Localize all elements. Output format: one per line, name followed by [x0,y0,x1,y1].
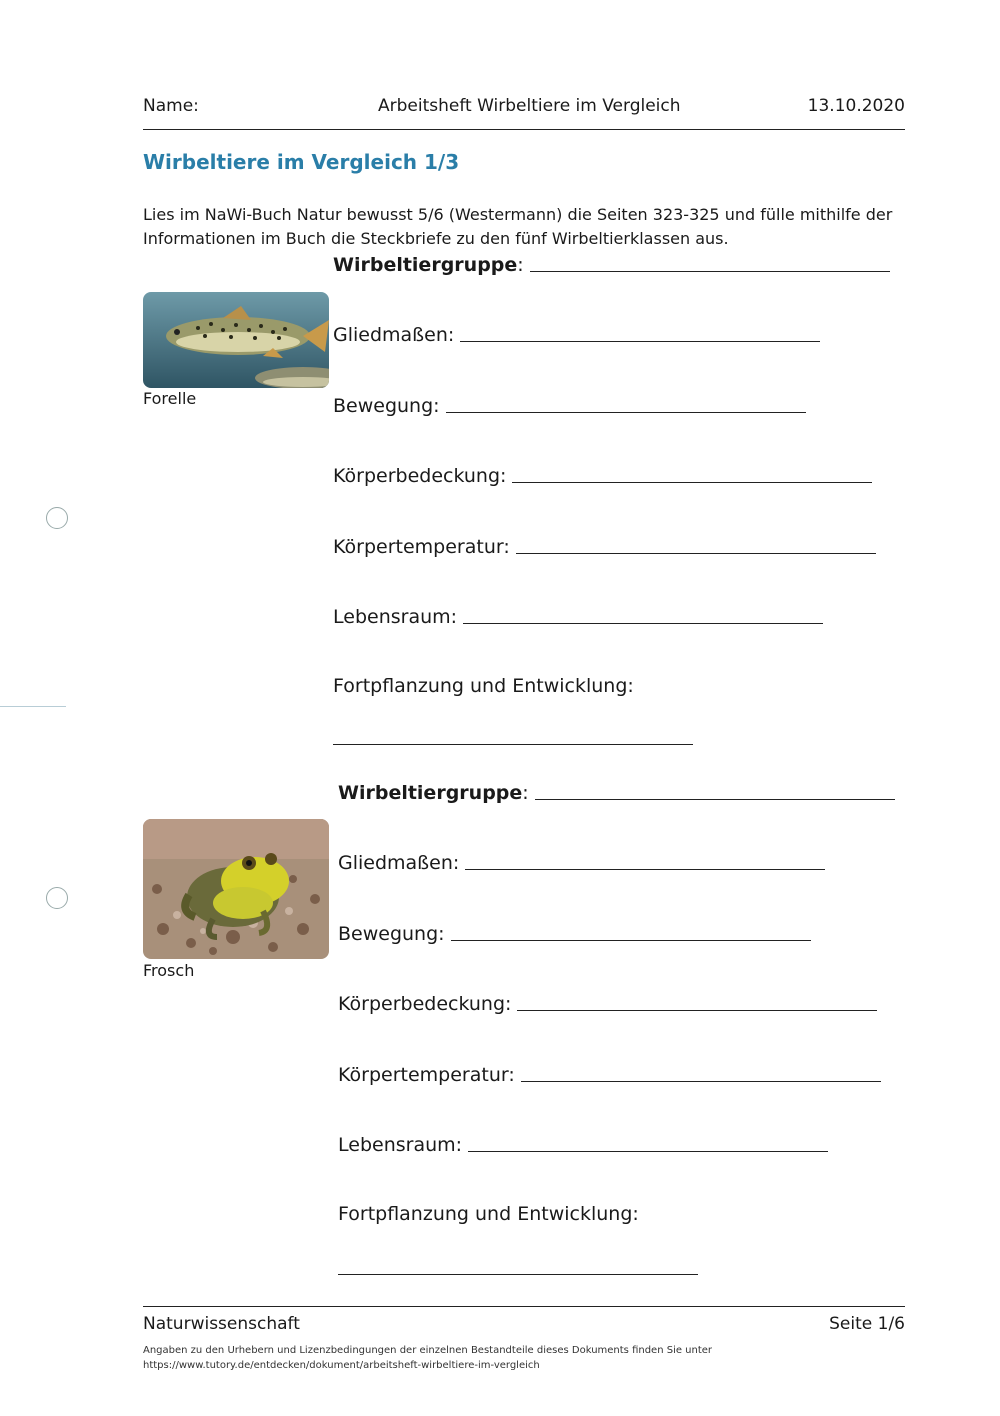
movement-field [338,923,811,945]
license-url[interactable]: https://www.tutory.de/entdecken/dokument/arbeitsheft-wirbeltiere-im-vergleich [143,1360,540,1371]
name-label: Name: [143,96,199,116]
field-label: Körpertemperatur: [338,1064,515,1086]
field-label: Körperbedeckung: [338,993,512,1015]
page-title: Wirbeltiere im Vergleich 1/3 [143,150,460,174]
group-colon: : [517,254,524,276]
frog-image [143,819,329,959]
field-label: Körperbedeckung: [333,465,507,487]
group-label: Wirbeltiergruppe [333,254,518,276]
intro-text: Lies im NaWi-Buch Natur bewusst 5/6 (Westermann) die Seiten 323-325 und fülle mithilfe der Informationen im Buch die Steckbriefe zu den fünf Wirbeltierklassen aus. [143,205,893,248]
field-label: Bewegung: [333,395,440,417]
answer-line[interactable] [460,340,820,342]
punch-hole-mark [46,887,68,909]
body-temperature-field [333,536,876,558]
footer-page-number: Seite 1/6 [829,1314,905,1334]
limbs-field [338,852,825,874]
answer-line[interactable] [338,1274,698,1275]
group-label: Wirbeltiergruppe [338,782,523,804]
document-title: Arbeitsheft Wirbeltiere im Vergleich [378,96,681,116]
document-date: 13.10.2020 [807,96,905,116]
fold-mark [0,706,66,707]
answer-line[interactable] [463,622,823,624]
answer-line[interactable] [333,744,693,745]
development-field [338,1203,639,1225]
footer-rule [143,1306,905,1307]
answer-line[interactable] [468,1150,828,1152]
answer-line[interactable] [535,798,895,800]
group-field [338,782,895,804]
field-label: Lebensraum: [338,1134,463,1156]
field-label: Gliedmaßen: [333,324,455,346]
answer-line[interactable] [521,1080,881,1082]
answer-line[interactable] [516,552,876,554]
body-temperature-field [338,1064,881,1086]
field-label: Fortpflanzung und Entwicklung: [338,1203,639,1225]
image-caption: Forelle [143,389,197,408]
answer-line[interactable] [446,411,806,413]
field-label: Gliedmaßen: [338,852,460,874]
group-field [333,254,890,276]
answer-line[interactable] [512,481,872,483]
limbs-field [333,324,820,346]
habitat-field [333,606,823,628]
image-caption: Frosch [143,961,195,980]
field-label: Körpertemperatur: [333,536,510,558]
answer-line[interactable] [451,939,811,941]
trout-image [143,292,329,388]
header-rule [143,129,905,130]
habitat-field [338,1134,828,1156]
field-label: Bewegung: [338,923,445,945]
footer-subject: Naturwissenschaft [143,1314,300,1334]
movement-field [333,395,806,417]
answer-line[interactable] [530,270,890,272]
body-covering-field [338,993,877,1015]
answer-line[interactable] [517,1009,877,1011]
field-label: Lebensraum: [333,606,458,628]
body-covering-field [333,465,872,487]
development-field [333,675,634,697]
license-note: Angaben zu den Urhebern und Lizenzbedingungen der einzelnen Bestandteile dieses Dokuments finden Sie unter [143,1345,713,1356]
group-colon: : [522,782,529,804]
punch-hole-mark [46,507,68,529]
field-label: Fortpflanzung und Entwicklung: [333,675,634,697]
answer-line[interactable] [465,868,825,870]
